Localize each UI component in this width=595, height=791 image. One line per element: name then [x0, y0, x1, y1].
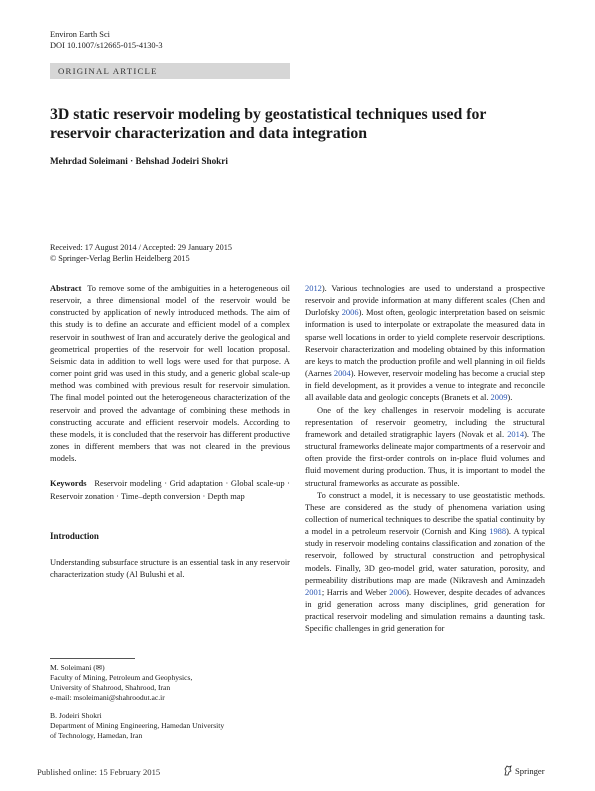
- author1-department: Faculty of Mining, Petroleum and Geophysics,: [50, 673, 193, 682]
- footnote-rule: [50, 658, 135, 659]
- affiliations: [50, 663, 290, 741]
- paragraph-3: [305, 489, 545, 635]
- author2-university: of Technology, Hamedan, Iran: [50, 731, 143, 740]
- author1-name: M. Soleimani (✉): [50, 663, 105, 672]
- paragraph-text: ; Harris and Weber: [321, 586, 390, 597]
- citation-link[interactable]: 2006: [341, 307, 359, 318]
- introduction-heading: Introduction: [50, 530, 99, 541]
- springer-horse-icon: [503, 765, 513, 776]
- citation-link[interactable]: 2001: [305, 586, 322, 597]
- citation-link[interactable]: 1988: [489, 526, 507, 537]
- received-accepted: Received: 17 August 2014 / Accepted: 29 January 2015: [50, 243, 232, 252]
- keywords-text: Reservoir modeling · Grid adaptation · Global scale-up · Reservoir zonation · Time–depth conversion · Depth map: [50, 478, 290, 501]
- publisher-name: Springer: [515, 766, 545, 776]
- paragraph-text: ). However, despite decades of advances in grid generation across many disciplines, grid generation for practical reservoir modeling and simulation remains a daunting task. Specific challenges in grid generation for: [305, 586, 545, 634]
- copyright: © Springer-Verlag Berlin Heidelberg 2015: [50, 254, 190, 263]
- paragraph-2: [305, 404, 545, 489]
- citation-link[interactable]: 2014: [507, 428, 525, 439]
- journal-header: [50, 29, 163, 51]
- doi: DOI 10.1007/s12665-015-4130-3: [50, 41, 163, 50]
- keywords-heading: Keywords: [50, 478, 87, 489]
- author1-university: University of Shahrood, Shahrood, Iran: [50, 683, 171, 692]
- left-column: [50, 282, 290, 580]
- paragraph-text: One of the key challenges in reservoir modeling is accurate representation of reservoir geometry, including the structural framework and detailed stratigraphic layers (Novak et al.: [305, 404, 545, 439]
- paragraph-1: [305, 282, 545, 404]
- paragraph-text: To construct a model, it is necessary to use geostatistic methods. These are considered as the study of phenomena variation using collection of numerical techniques to describe the spatial continuity by a model in a petroleum reservoir (Cornish and King: [305, 489, 545, 537]
- abstract: [50, 282, 290, 464]
- abstract-heading: Abstract: [50, 283, 82, 293]
- author2-name: B. Jodeiri Shokri: [50, 711, 102, 720]
- citation-link[interactable]: 2006: [389, 586, 407, 597]
- citation-link[interactable]: 2004: [333, 368, 351, 379]
- paragraph-text: ). Most often, geologic interpretation based on seismic information is used to interpolate or extrapolate the measured data in sparse well locations in order to yield complete reservoir descriptions. Reservoir characterization and modeling obtained by this information are keys to match the production profile and well planning in oil fields (Aarnes: [305, 307, 545, 379]
- paragraph-text: ). The structural frameworks delineate major compartments of a reservoir and often provide the first-order controls on in-place fluid volumes and fluid movement during production. Thus, it is important to model the structural frameworks as accurate as possible.: [305, 428, 545, 488]
- introduction-paragraph: Understanding subsurface structure is an essential task in any reservoir characterization study (Al Bulushi et al.: [50, 556, 290, 579]
- published-online: Published online: 15 February 2015: [37, 767, 161, 777]
- right-column: [305, 282, 545, 635]
- author1-email[interactable]: e-mail: msoleimani@shahroodut.ac.ir: [50, 693, 165, 702]
- citation-link[interactable]: 2012: [305, 283, 322, 293]
- journal-name: Environ Earth Sci: [50, 30, 111, 39]
- author-list: Mehrdad Soleimani · Behshad Jodeiri Shokri: [50, 156, 228, 166]
- paper-title: 3D static reservoir modeling by geostatistical techniques used for reservoir characterization and data integration: [50, 106, 487, 142]
- author2-department: Department of Mining Engineering, Hamedan University: [50, 721, 225, 730]
- citation-link[interactable]: 2009: [490, 392, 508, 403]
- paragraph-text: ). Various technologies are used to understand a prospective reservoir and provide information at many different scales (Chen and Durlofsky: [305, 283, 545, 318]
- publication-dates: [50, 242, 232, 264]
- paragraph-text: ). However, reservoir modeling has become a crucial step in field development, as it provides a venue to integrate and reconcile all available data and geologic concepts (Branets et al.: [305, 368, 545, 403]
- abstract-text: To remove some of the ambiguities in a heterogeneous oil reservoir, a three dimensional model of the reservoir would be constructed by application of newly introduced methods. The aim of this study is to define an accurate and efficient model of a complex reservoir in southwest of Iran and accurately derive the geological and geometrical properties of the reservoir for well location proposal. Seismic data in addition to well logs were used for that purpose. A corner point grid was used in this study, and a generic global scale-up method was combined with previous result for reservoir simulation. The final model pointed out the heterogeneous characterization of the reservoir and proved the advantage of combining these methods in constructing accurate and efficient reservoir models. According to these models, it is concluded that the reservoir has different productive zones in different members that was not cleared in the previous models.: [50, 283, 290, 464]
- article-type: ORIGINAL ARTICLE: [58, 66, 158, 76]
- paragraph-text: ).: [507, 392, 513, 403]
- keywords: [50, 477, 290, 501]
- paragraph-text: ). A typical study in reservoir modeling contains classification and zonation of the reservoir, followed by structural construction and petrophysical models. Finally, 3D geo-model grid, water saturation, porosity, and permeability distributions map are made (Nikravesh and Aminzadeh: [305, 526, 545, 585]
- publisher-logo: [503, 765, 545, 776]
